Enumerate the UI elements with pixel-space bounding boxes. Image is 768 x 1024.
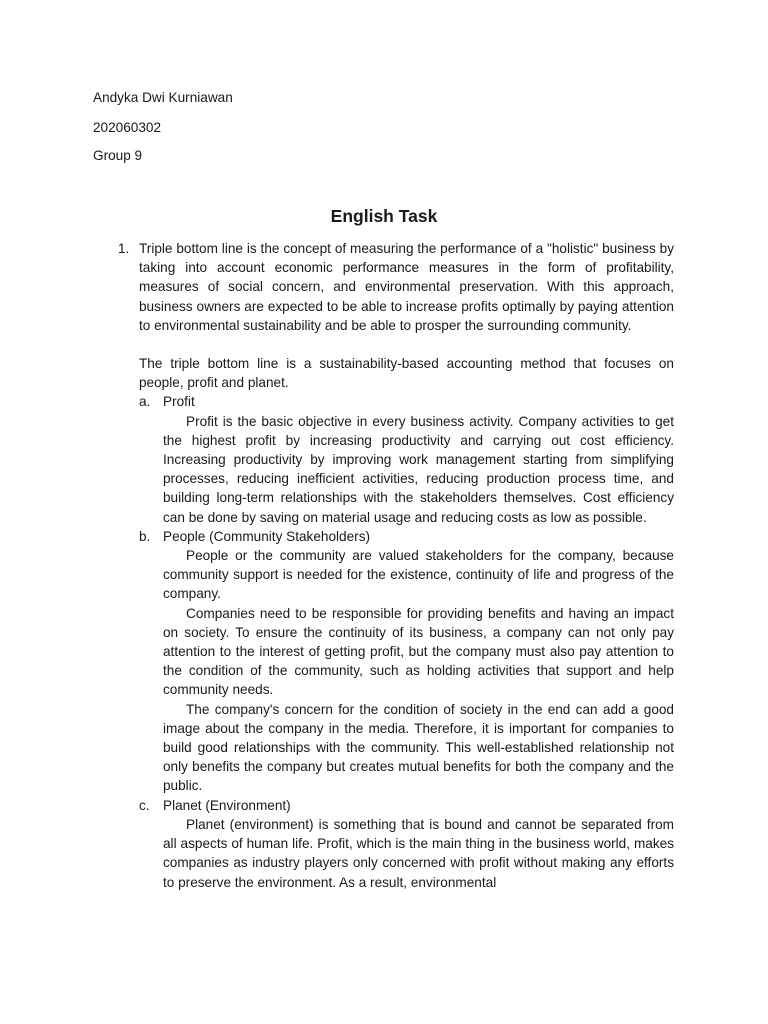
subitem-planet [139,796,674,892]
list-item-1 [118,239,674,892]
subitem-paragraph: Companies need to be responsible for providing benefits and having an impact on society. To ensure the continuity of its business, a company can not only pay attention to the interest of getting profit, but the company must also pay attention to the condition of the community, such as holding activities that support and help community needs. [163,605,674,698]
subitem-people [139,527,674,796]
student-id: 202060302 [93,120,162,135]
subitem-heading: Planet (Environment) [163,797,291,813]
document-title: English Task [330,206,438,226]
group-label: Group 9 [93,148,143,163]
subitem-label: c. [139,797,150,813]
subitem-label: a. [139,394,151,410]
subitem-paragraph: People or the community are valued stakeholders for the company, because community support is needed for the existence, continuity of life and progress of the company. [163,548,674,602]
list-number: 1. [118,241,130,256]
subitem-paragraph: Profit is the basic objective in every business activity. Company activities to get the highest profit by increasing productivity and carrying out cost efficiency. Increasing productivity by improving work management starting from simplifying processes, reducing inefficient activities, reducing production process time, and building long-term relationships with the stakeholders themselves. Cost efficiency can be done by saving on material usage and reducing costs as low as possible. [163,413,674,525]
author-name: Andyka Dwi Kurniawan [93,90,233,105]
subitem-paragraph: The company's concern for the condition of society in the end can add a good image about the company in the media. Therefore, it is important for companies to build good relationships with the community. This well-established relationship not only benefits the company but creates mutual benefits for both the company and the public. [163,701,674,794]
document-body [118,239,674,892]
subitem-heading: Profit [163,394,195,410]
intro-paragraph: Triple bottom line is the concept of measuring the performance of a "holistic" business by taking into account economic performance measures in the form of profitability, measures of social concern, and environmental preservation. With this approach, business owners are expected to be able to increase profits optimally by paying attention to environmental sustainability and be able to prosper the surrounding community. [139,241,674,333]
subitem-heading: People (Community Stakeholders) [163,528,371,544]
definition-paragraph: The triple bottom line is a sustainability-based accounting method that focuses on people, profit and planet. [139,356,674,391]
subitem-label: b. [139,528,151,544]
subitem-paragraph: Planet (environment) is something that is bound and cannot be separated from all aspects of human life. Profit, which is the main thing in the business world, makes companies as industry players only concerned with profit without making any efforts to preserve the environment. As a result, environmental [163,816,674,890]
subitem-profit [139,392,674,526]
